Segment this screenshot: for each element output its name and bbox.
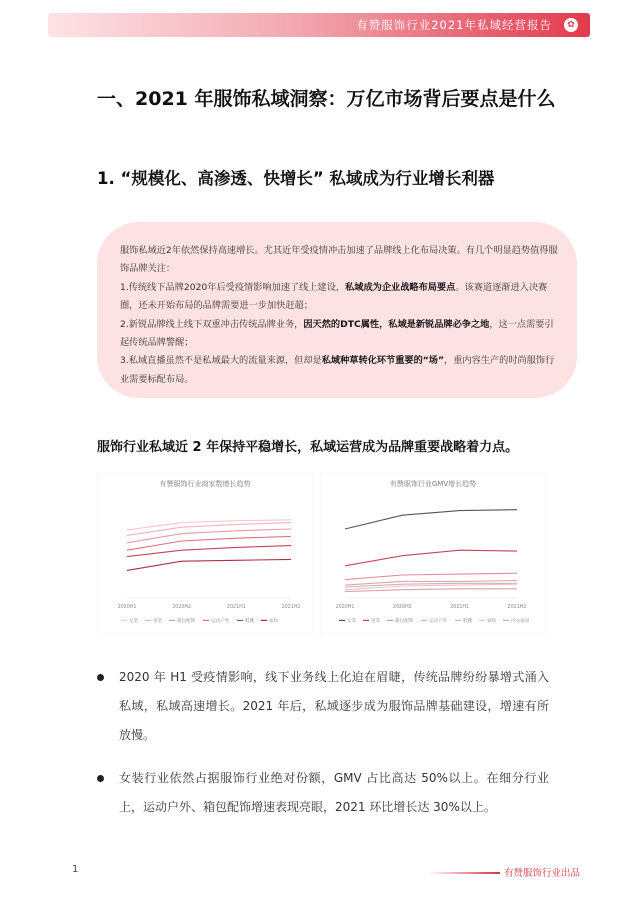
legend-label: 男装: [371, 619, 381, 624]
x-tick-label: 2021H1: [226, 605, 246, 610]
legend-label: 箱包配饰: [395, 619, 414, 624]
legend-label: 女装: [129, 619, 139, 624]
chart-title: 有赞服饰行业GMV增长趋势: [389, 480, 477, 488]
footer-brand: 有赞服饰行业出品: [504, 868, 581, 879]
x-tick-label: 2020H1: [117, 605, 137, 610]
charts-figure: [97, 472, 545, 634]
x-tick-label: 2020H1: [335, 605, 355, 610]
legend-label: 运动户外: [429, 619, 448, 624]
bullet-item: [97, 663, 549, 750]
header-bar: [48, 13, 590, 37]
legend-label: 箱包配饰: [177, 619, 196, 624]
legend-label: 运动户外: [211, 619, 230, 624]
x-tick-label: 2020H2: [172, 605, 192, 610]
x-tick-label: 2021H2: [281, 605, 301, 610]
summary-point-1: 1.传统线下品牌2020年后受疫情影响加速了线上建设，私域成为企业战略布局要点。该赛道逐渐进入决赛圈，还未开始布局的品牌需要进一步加快赶超；: [120, 281, 548, 312]
legend-label: 家纺: [269, 619, 279, 624]
chart-heading: 服饰行业私域近 2 年保持平稳增长，私域运营成为品牌重要战略着力点。: [97, 440, 519, 455]
summary-box: [97, 222, 577, 398]
bullet-dot-icon: [97, 775, 104, 782]
bullet-dot-icon: [97, 674, 104, 681]
bullet-text: 女装行业依然占据服饰行业绝对份额，GMV 占比高达 50%以上。在细分行业上，运动户外、箱包配饰增速表现亮眼，2021 环比增长达 30%以上。: [119, 771, 549, 814]
x-tick-label: 2021H2: [507, 605, 527, 610]
chart-title: 有赞服饰行业商家数增长趋势: [159, 480, 251, 488]
subsection-title: 1. “规模化、高渗透、快增长” 私域成为行业增长利器: [97, 169, 495, 188]
legend-label: 鞋靴: [463, 619, 473, 624]
summary-point-2: 2.新锐品牌线上线下双重冲击传统品牌业务，因天然的DTC属性，私域是新锐品牌必争之地，这一点需要引起传统品牌警醒；: [120, 318, 554, 349]
summary-point-3: 3.私域直播虽然不是私域最大的流量来源，但却是私域种草转化环节重要的“场”，重内容生产的时尚服饰行业需要标配布局。: [120, 355, 555, 385]
legend-label: 男装: [153, 619, 163, 624]
legend-label: 女装: [347, 619, 357, 624]
bullet-item: [97, 764, 549, 822]
legend-label: 鞋靴: [245, 619, 255, 624]
footer-divider: [428, 872, 500, 874]
bullet-text: 2020 年 H1 受疫情影响，线下业务线上化迫在眉睫，传统品牌纷纷暴增式涌入私域，私域高速增长。2021 年后，私域逐步成为服饰品牌基础建设，增速有所放慢。: [119, 670, 549, 742]
summary-intro: 服饰私域近2年依然保持高速增长。尤其近年受疫情冲击加速了品牌线上化布局决策。有几个明显趋势值得服饰品牌关注：: [120, 245, 558, 275]
page-number: 1: [72, 864, 79, 875]
legend-label: 内衣家居: [511, 619, 530, 624]
youzan-logo-icon: ✿: [564, 18, 578, 32]
x-tick-label: 2021H1: [450, 605, 470, 610]
x-tick-label: 2020H2: [392, 605, 412, 610]
section-title: 一、2021 年服饰私域洞察：万亿市场背后要点是什么: [97, 88, 556, 110]
legend-label: 家纺: [487, 619, 497, 624]
summary-text: [120, 242, 560, 389]
report-title: 有赞服饰行业2021年私域经营报告: [356, 18, 552, 32]
